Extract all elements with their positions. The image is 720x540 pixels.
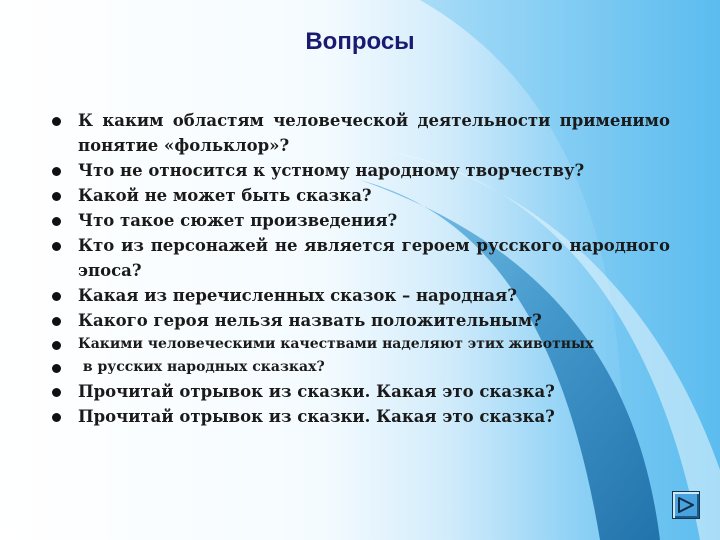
question-item: Какими человеческими качествами наделяют этих животных bbox=[50, 333, 670, 356]
slide-title: Вопросы bbox=[305, 28, 415, 55]
question-item: Какая из перечисленных сказок – народная? bbox=[50, 283, 670, 308]
bullet-icon bbox=[52, 364, 61, 373]
question-item: Прочитай отрывок из сказки. Какая это сказка? bbox=[50, 404, 670, 429]
question-item: Какой не может быть сказка? bbox=[50, 183, 670, 208]
question-item: Какого героя нельзя назвать положительным? bbox=[50, 308, 670, 333]
question-item: К каким областям человеческой деятельности применимо понятие «фольклор»? bbox=[50, 108, 670, 158]
bullet-icon bbox=[52, 192, 61, 201]
bullet-icon bbox=[52, 117, 61, 126]
question-item: Что такое сюжет произведения? bbox=[50, 208, 670, 233]
question-item: в русских народных сказках? bbox=[50, 356, 670, 379]
next-slide-button[interactable] bbox=[672, 491, 700, 519]
bullet-icon bbox=[52, 292, 61, 301]
bullet-icon bbox=[52, 217, 61, 226]
bullet-icon bbox=[52, 167, 61, 176]
bullet-icon bbox=[52, 388, 61, 397]
question-item: Прочитай отрывок из сказки. Какая это сказка? bbox=[50, 379, 670, 404]
question-item: Кто из персонажей не является героем русского народного эпоса? bbox=[50, 233, 670, 283]
bullet-icon bbox=[52, 242, 61, 251]
question-item: Что не относится к устному народному творчеству? bbox=[50, 158, 670, 183]
bullet-icon bbox=[52, 413, 61, 422]
bullet-icon bbox=[52, 341, 61, 350]
questions-list bbox=[50, 108, 670, 429]
next-arrow-icon bbox=[673, 492, 699, 518]
bullet-icon bbox=[52, 317, 61, 326]
